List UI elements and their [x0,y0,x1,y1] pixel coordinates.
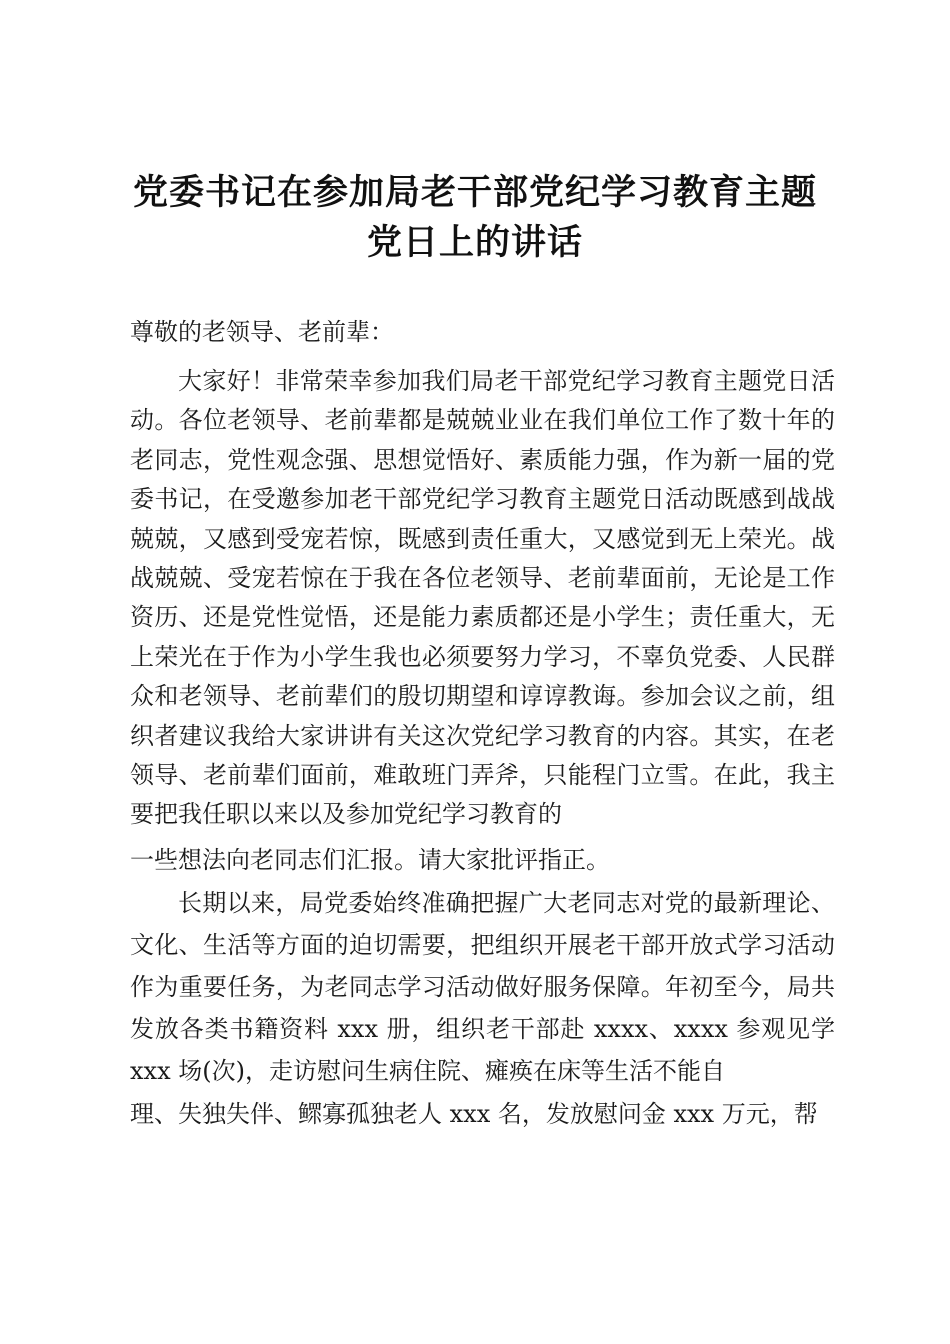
paragraph-2: 长期以来，局党委始终准确把握广大老同志对党的最新理论、文化、生活等方面的迫切需要，把组织开展老干部开放式学习活动作为重要任务，为老同志学习活动做好服务保障。年初至今，局共发放各类书籍资料 xxx 册，组织老干部赴 xxxx、xxxx 参观见学 xxx 场(次)，走访慰问生病住院、瘫痪在床等生活不能自 [130,889,835,1085]
paragraph-1: 大家好！非常荣幸参加我们局老干部党纪学习教育主题党日活动。各位老领导、老前辈都是兢兢业业在我们单位工作了数十年的老同志，党性观念强、思想觉悟好、素质能力强，作为新一届的党委书记，在受邀参加老干部党纪学习教育主题党日活动既感到战战兢兢，又感到受宠若惊，既感到责任重大，又感觉到无上荣光。战战兢兢、受宠若惊在于我在各位老领导、老前辈面前，无论是工作资历、还是党性觉悟，还是能力素质都还是小学生；责任重大，无上荣光在于作为小学生我也必须要努力学习，不辜负党委、人民群众和老领导、老前辈们的殷切期望和谆谆教诲。参加会议之前，组织者建议我给大家讲讲有关这次党纪学习教育的内容。其实，在老领导、老前辈们面前，难敢班门弄斧，只能程门立雪。在此，我主要把我任职以来以及参加党纪学习教育的 [130,367,835,829]
salutation: 尊敬的老领导、老前辈： [130,318,394,346]
paragraph-2-last-line: 理、失独失伴、鳏寡孤独老人 xxx 名，发放慰问金 xxx 万元，帮 [130,1100,818,1128]
document-title: 党委书记在参加局老干部党纪学习教育主题党日上的讲话 [132,173,817,263]
paragraph-1-last-line: 一些想法向老同志们汇报。请大家批评指正。 [130,846,610,874]
